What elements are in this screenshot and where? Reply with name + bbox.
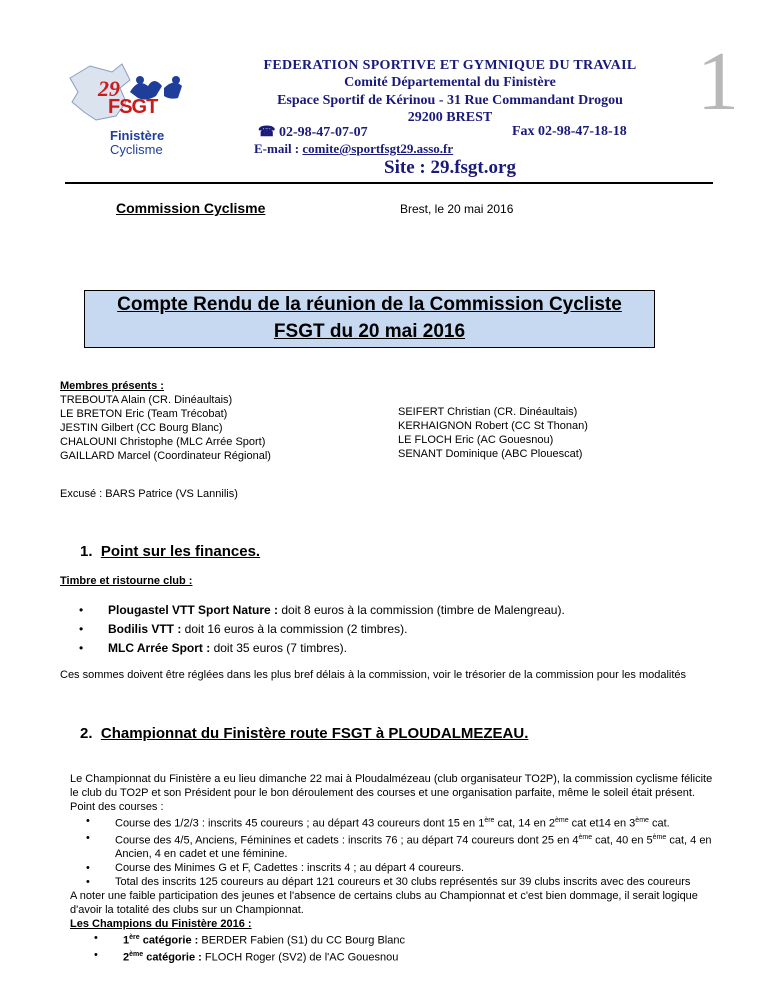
phone-number: 02-98-47-07-07 [278, 125, 368, 140]
bullet-icon: • [79, 641, 84, 655]
race-sup: ème [578, 833, 593, 841]
race-text: Course des 4/5, Anciens, Féminines et cadets : inscrits 76 ; au départ 74 coureurs dont 25 en 4 [115, 834, 579, 847]
logo-number: 29 [98, 76, 120, 101]
bullet-icon: • [86, 831, 90, 844]
race-text: cat, 40 en 5 [592, 834, 653, 847]
race-item [86, 875, 718, 889]
champions-list [94, 931, 718, 964]
report-title-box [84, 290, 655, 348]
member-item: SENANT Dominique (ABC Plouescat) [398, 448, 583, 460]
commission-label: Commission Cyclisme [116, 200, 266, 216]
section1-title: Point sur les finances. [100, 543, 261, 560]
bullet-icon: • [86, 815, 90, 827]
race-item [86, 831, 718, 862]
race-text: Course des 1/2/3 : inscrits 45 coureurs ; au départ 43 coureurs dont 15 en 1 [115, 817, 485, 830]
finance-club: Bodilis VTT : [108, 622, 182, 636]
bullet-icon: • [86, 862, 90, 875]
member-item: LE FLOCH Eric (AC Gouesnou) [398, 434, 554, 446]
champ-label: catégorie : [143, 951, 202, 964]
member-item: GAILLARD Marcel (Coordinateur Régional) [60, 450, 271, 462]
member-item: TREBOUTA Alain (CR. Dinéaultais) [60, 394, 233, 406]
logo-brand: FSGT [108, 96, 158, 118]
excused-line: Excusé : BARS Patrice (VS Lannilis) [60, 488, 238, 500]
org-name: FEDERATION SPORTIVE ET GYMNIQUE DU TRAVAIL [263, 58, 637, 73]
section2-remark: A noter une faible participation des jeunes et l'absence de certains clubs au Championnat et c'est bien dommage, il serait logique d'avoir la totalité des clubs sur un Championnat. [70, 890, 698, 917]
bullet-icon: • [94, 932, 98, 945]
champ-text: BERDER Fabien (S1) du CC Bourg Blanc [198, 934, 405, 947]
section1-subheading: Timbre et ristourne club : [60, 575, 193, 587]
race-sup: ème [652, 833, 667, 841]
email-line [254, 141, 453, 157]
title-line1: Compte Rendu de la réunion de la Commission Cycliste [117, 294, 622, 315]
finance-item [79, 620, 565, 639]
email-link[interactable]: comite@sportfsgt29.asso.fr [302, 141, 454, 156]
race-text: cat, 14 en 2 [494, 817, 555, 830]
member-item: SEIFERT Christian (CR. Dinéaultais) [398, 406, 578, 418]
race-item [86, 861, 718, 875]
member-item: JESTIN Gilbert (CC Bourg Blanc) [60, 422, 223, 434]
member-item: LE BRETON Eric (Team Trécobat) [60, 408, 228, 420]
city: 29200 BREST [407, 110, 493, 125]
section2-number: 2. [80, 725, 93, 742]
member-item: CHALOUNI Christophe (MLC Arrée Sport) [60, 436, 266, 448]
phone-icon: ☎ [258, 125, 276, 140]
finance-item [79, 639, 565, 658]
race-text: cat, 4 en Ancien, 4 en cadet et une féminine. [115, 834, 712, 861]
fax-number: Fax 02-98-47-18-18 [512, 124, 627, 139]
race-sup: ème [635, 817, 649, 824]
section1-note: Ces sommes doivent être réglées dans les plus bref délais à la commission, voir le trésorier de la commission pour les modalités [60, 669, 687, 681]
members-left-list [60, 393, 271, 463]
champion-item [94, 931, 718, 948]
race-text: cat et14 en 3 [568, 817, 636, 830]
champ-sup: ère [129, 934, 140, 942]
champ-rank: 2 [123, 951, 130, 964]
races-list [86, 814, 718, 889]
champ-rank: 1 [123, 934, 130, 947]
committee-name: Comité Départemental du Finistère [344, 75, 556, 90]
title-line2: FSGT du 20 mai 2016 [273, 321, 466, 342]
finance-list [79, 601, 565, 658]
bullet-icon: • [86, 876, 90, 889]
champ-label: catégorie : [139, 934, 199, 947]
section1-heading [80, 543, 260, 560]
race-text: cat. [648, 817, 670, 830]
logo-line2: Cyclisme [110, 142, 163, 157]
bullet-icon: • [94, 948, 98, 961]
finance-item [79, 601, 565, 620]
logo-line1: Finistère [110, 128, 165, 143]
section2-title: Championnat du Finistère route FSGT à PLOUDALMEZEAU. [100, 725, 529, 742]
race-sup: ème [555, 817, 569, 824]
race-text: Course des Minimes G et F, Cadettes : inscrits 4 ; au départ 4 coureurs. [115, 862, 465, 875]
points-label: Point des courses : [70, 801, 164, 813]
section1-number: 1. [80, 543, 93, 560]
race-item [86, 814, 718, 831]
champions-heading: Les Champions du Finistère 2016 : [70, 918, 252, 931]
address: Espace Sportif de Kérinou - 31 Rue Commandant Drogou [277, 93, 623, 108]
page-number: 1 [697, 35, 739, 128]
race-text: Total des inscrits 125 coureurs au départ 121 coureurs et 30 clubs représentés sur 39 clubs inscrits avec des coureurs [115, 876, 691, 889]
site-url[interactable]: Site : 29.fsgt.org [384, 157, 516, 178]
section2-intro: Le Championnat du Finistère a eu lieu dimanche 22 mai à Ploudalmézeau (club organisateur TO2P), la commission cyclisme félicite le club du TO2P et son Président pour le bon déroulement des courses et une organisation parfaite, même le soleil était présent. [70, 773, 713, 799]
finance-text: doit 35 euros (7 timbres). [210, 641, 347, 655]
bullet-icon: • [79, 603, 84, 617]
members-right-list [398, 405, 588, 461]
section2-body [70, 772, 718, 965]
finance-text: doit 8 euros à la commission (timbre de Malengreau). [278, 603, 565, 617]
date-line: Brest, le 20 mai 2016 [400, 202, 514, 216]
race-sup: ère [484, 817, 495, 824]
section2-heading [80, 725, 528, 742]
finance-text: doit 16 euros à la commission (2 timbres). [181, 622, 408, 636]
phone-line [258, 124, 368, 141]
finance-club: Plougastel VTT Sport Nature : [108, 603, 279, 617]
champ-sup: ème [129, 950, 144, 958]
champ-text: FLOCH Roger (SV2) de l'AC Gouesnou [201, 951, 399, 964]
fsgt-cyclisme-logo [60, 58, 200, 158]
header-divider [65, 182, 713, 184]
champion-item [94, 948, 718, 965]
member-item: KERHAIGNON Robert (CC St Thonan) [398, 420, 588, 432]
bullet-icon: • [79, 622, 84, 636]
email-label: E-mail : [254, 141, 303, 156]
finance-club: MLC Arrée Sport : [108, 641, 211, 655]
members-heading: Membres présents : [60, 380, 164, 392]
